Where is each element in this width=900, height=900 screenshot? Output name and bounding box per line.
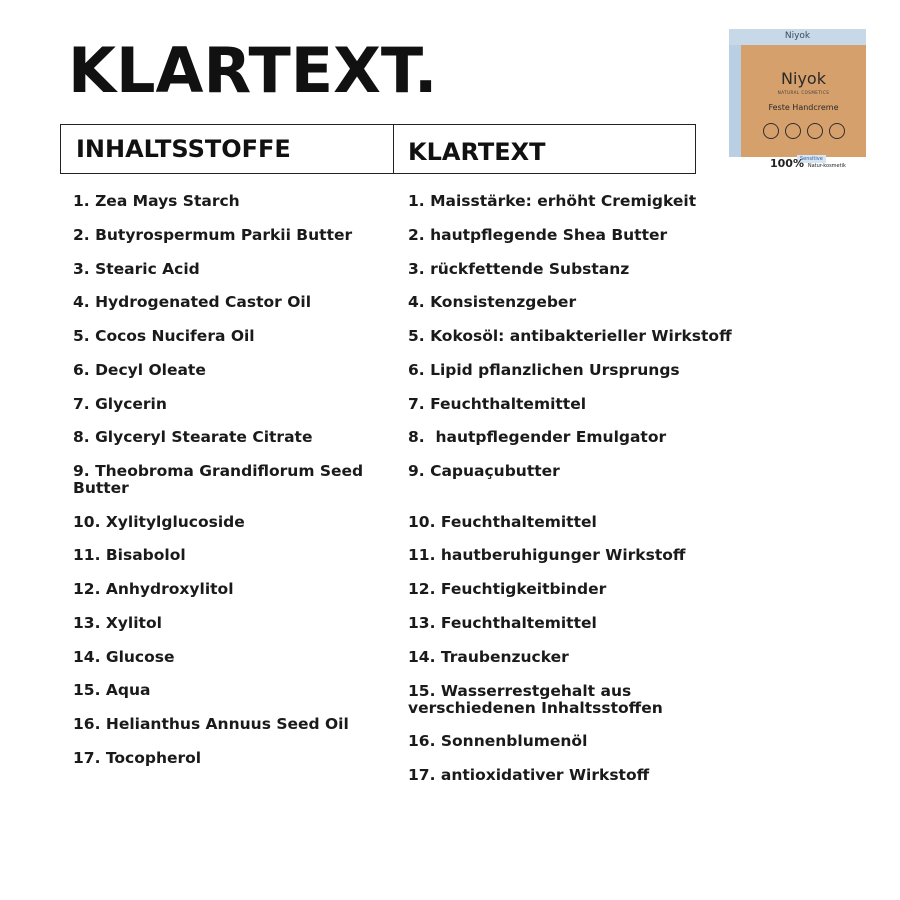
product-lid — [729, 29, 866, 45]
explanation-item: 14. Traubenzucker — [408, 648, 569, 666]
column-header-table — [60, 124, 696, 174]
explanation-item: 15. Wasserrestgehalt aus verschiedenen Inhaltsstoffen — [408, 682, 663, 717]
explanation-item: 5. Kokosöl: antibakterieller Wirkstoff — [408, 327, 732, 345]
explanation-item: 13. Feuchthaltemittel — [408, 614, 597, 632]
explanation-item: 9. Capuaçubutter — [408, 462, 560, 480]
ingredient-item: 7. Glycerin — [73, 395, 167, 413]
product-brand: Niyok — [781, 69, 826, 88]
product-icon-row — [763, 123, 845, 139]
natural-cosmetics-caption — [770, 157, 846, 170]
ingredient-item: 12. Anhydroxylitol — [73, 580, 234, 598]
ingredient-item: 9. Theobroma Grandiflorum Seed Butter — [73, 462, 364, 497]
header-klartext: KLARTEXT — [408, 138, 546, 166]
explanation-item: 6. Lipid pflanzlichen Ursprungs — [408, 361, 680, 379]
explanation-item: 1. Maisstärke: erhöht Cremigkeit — [408, 192, 697, 210]
header-ingredients: INHALTSSTOFFE — [61, 125, 394, 173]
product-subtitle: NATURAL COSMETICS — [777, 90, 830, 95]
ingredient-item: 10. Xylitylglucoside — [73, 513, 245, 531]
vegan-icon — [763, 123, 779, 139]
ingredient-item: 2. Butyrospermum Parkii Butter — [73, 226, 353, 244]
ingredient-item: 15. Aqua — [73, 681, 151, 699]
ingredient-item: 16. Helianthus Annuus Seed Oil — [73, 715, 349, 733]
ingredient-item: 11. Bisabolol — [73, 546, 186, 564]
explanation-item: 2. hautpflegende Shea Butter — [408, 226, 668, 244]
product-variant-tag: Sensitive — [797, 155, 826, 163]
ingredient-item: 13. Xylitol — [73, 614, 162, 632]
product-front — [741, 45, 866, 162]
ingredient-item: 6. Decyl Oleate — [73, 361, 206, 379]
ingredient-item: 1. Zea Mays Starch — [73, 192, 240, 210]
ingredient-item: 5. Cocos Nucifera Oil — [73, 327, 255, 345]
explanation-item: 10. Feuchthaltemittel — [408, 513, 597, 531]
explanation-item: 8. hautpflegender Emulgator — [408, 428, 667, 446]
explanation-item: 7. Feuchthaltemittel — [408, 395, 587, 413]
heart-icon — [785, 123, 801, 139]
leaf-icon — [807, 123, 823, 139]
explanation-item: 16. Sonnenblumenöl — [408, 732, 588, 750]
page-title: KLARTEXT. — [68, 34, 438, 107]
no-plastic-icon — [829, 123, 845, 139]
explanation-item: 3. rückfettende Substanz — [408, 260, 630, 278]
explanation-item: 12. Feuchtigkeitbinder — [408, 580, 607, 598]
ingredient-item: 8. Glyceryl Stearate Citrate — [73, 428, 313, 446]
explanation-item: 17. antioxidativer Wirkstoff — [408, 766, 650, 784]
product-top-brand: Niyok — [784, 31, 811, 41]
ingredient-item: 14. Glucose — [73, 648, 175, 666]
explanation-item: 11. hautberuhigunger Wirkstoff — [408, 546, 686, 564]
ingredient-item: 4. Hydrogenated Castor Oil — [73, 293, 312, 311]
ingredient-item: 3. Stearic Acid — [73, 260, 200, 278]
caption-small: Natur-kosmetik — [807, 163, 846, 169]
product-image — [729, 29, 866, 162]
product-name: Feste Handcreme — [768, 103, 839, 112]
caption-percent: 100% — [770, 157, 804, 170]
product-side-band — [729, 45, 741, 157]
ingredient-item: 17. Tocopherol — [73, 749, 202, 767]
explanation-item: 4. Konsistenzgeber — [408, 293, 577, 311]
